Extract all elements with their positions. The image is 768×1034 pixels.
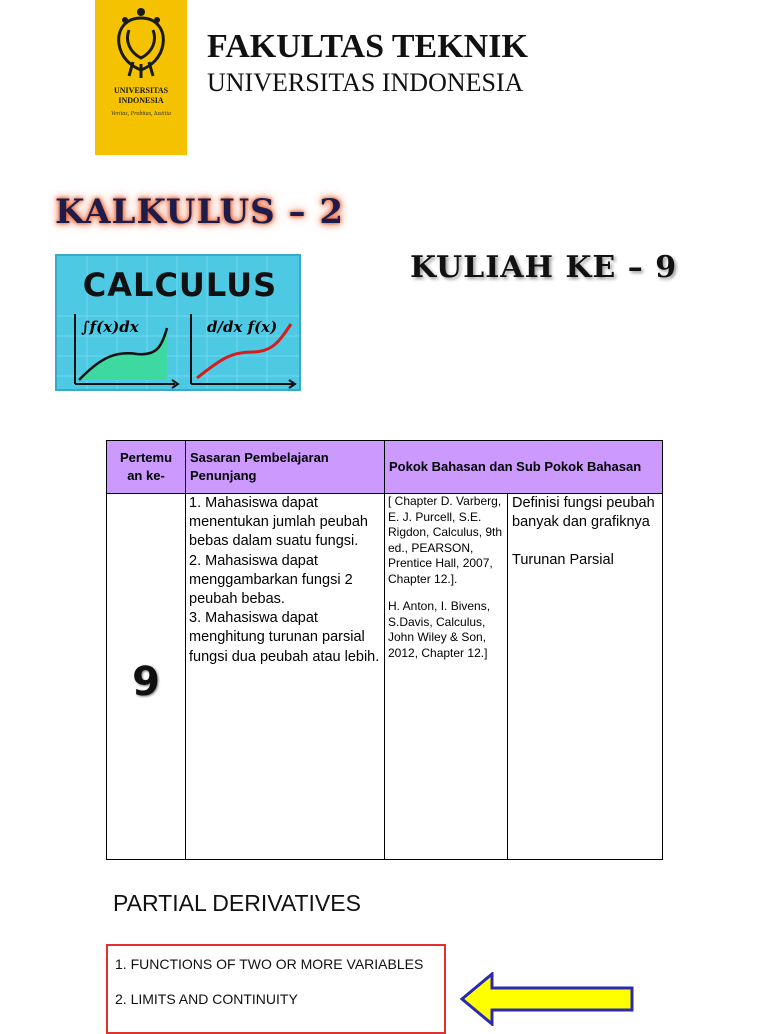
objectives-text: 1. Mahasiswa dapat menentukan jumlah peubah bebas dalam suatu fungsi. 2. Mahasiswa dapat menggambarkan fungsi 2 peubah bebas. 3. Mahasiswa dapat menghitung turunan parsial fungsi dua peubah atau lebih. <box>189 495 380 665</box>
lecture-title: KULIAH KE – 9 <box>410 250 678 285</box>
reference-1: [ Chapter D. Varberg, E. J. Purcell, S.E. Rigdon, Calculus, 9th ed., PEARSON, Prentice Hall, 2007, Chapter 12.]. <box>388 494 503 586</box>
outline-item[interactable]: 2. LIMITS AND CONTINUITY <box>115 991 298 1007</box>
university-logo <box>95 0 187 155</box>
topic-2: Turunan Parsial <box>512 552 614 568</box>
outline-item[interactable]: 1. FUNCTIONS OF TWO OR MORE VARIABLES <box>115 956 424 972</box>
header-objectives: Sasaran Pembelajaran Penunjang <box>186 441 385 494</box>
topic-1: Definisi fungsi peubah banyak dan grafiknya <box>512 495 655 530</box>
logo-motto: Veritas, Probitas, Iustitia <box>110 111 172 117</box>
table-row <box>107 494 663 860</box>
calculus-word: CALCULUS <box>82 266 278 304</box>
left-arrow-icon <box>460 972 636 1026</box>
logo-text-line2: INDONESIA <box>118 96 164 105</box>
meeting-number: 9 <box>132 659 160 705</box>
calculus-illustration <box>55 254 301 391</box>
logo-text-line1: UNIVERSITAS <box>113 86 169 95</box>
references-cell <box>385 494 508 860</box>
course-title: KALKULUS – 2 <box>55 192 345 232</box>
table-header-row <box>107 441 663 494</box>
university-name: UNIVERSITAS INDONESIA <box>207 68 524 97</box>
topics-cell <box>508 494 663 860</box>
objectives-cell <box>186 494 385 860</box>
reference-2: H. Anton, I. Bivens, S.Davis, Calculus, John Wiley & Son, 2012, Chapter 12.] <box>388 599 491 660</box>
outline-box <box>106 944 446 1034</box>
derivative-label: d/dx f(x) <box>207 318 278 336</box>
makara-emblem-icon <box>95 0 187 155</box>
meeting-cell <box>107 494 186 860</box>
header-topics: Pokok Bahasan dan Sub Pokok Bahasan <box>385 441 663 494</box>
section-title: PARTIAL DERIVATIVES <box>113 890 361 916</box>
faculty-title: FAKULTAS TEKNIK <box>207 28 528 65</box>
header-meeting: Pertemu an ke- <box>107 441 186 494</box>
syllabus-table <box>106 440 663 860</box>
integral-label: ∫f(x)dx <box>81 318 139 336</box>
